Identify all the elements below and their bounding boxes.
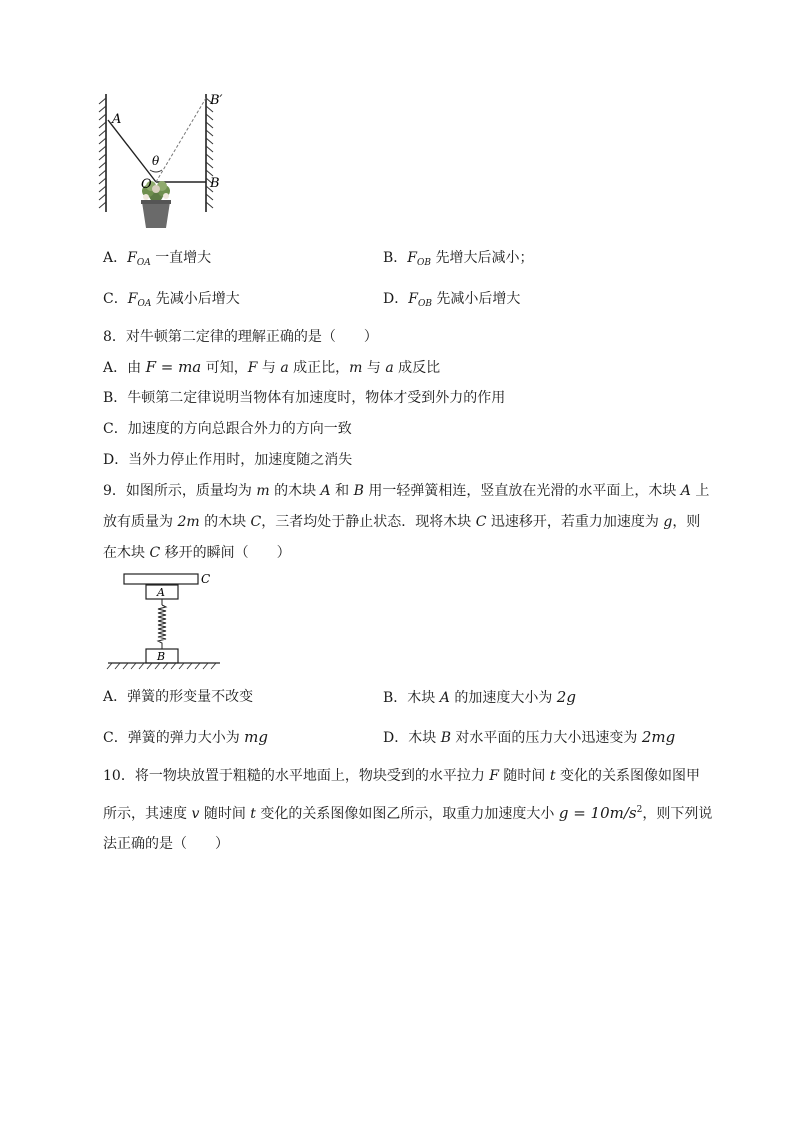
- q10-stem-line1: 10．将一物块放置于粗糙的水平地面上，物块受到的水平拉力 F 随时间 t 变化的关系图像如图甲: [103, 768, 700, 784]
- q9-option-b[interactable]: B．木块 A 的加速度大小为 2g: [383, 688, 576, 706]
- q7-option-a[interactable]: A．$F_{OA}$ 一直增大: [103, 250, 212, 268]
- q8-option-b[interactable]: B．牛顿第二定律说明当物体有加速度时，物体才受到外力的作用: [103, 390, 506, 406]
- label-O: O: [141, 177, 152, 192]
- q9-option-c[interactable]: C．弹簧的弹力大小为 mg: [103, 728, 268, 746]
- q7-option-c[interactable]: C．$F_{OA}$ 先减小后增大: [103, 291, 240, 309]
- q8-option-d[interactable]: D．当外力停止作用时，加速度随之消失: [103, 452, 353, 468]
- q9-stem-line3: 在木块 C 移开的瞬间（ ）: [103, 545, 291, 561]
- label-B: B: [210, 176, 220, 191]
- q8-option-a[interactable]: A．由 F = ma 可知，F 与 a 成正比，m 与 a 成反比: [103, 358, 441, 376]
- q8-option-c[interactable]: C．加速度的方向总跟合外力的方向一致: [103, 421, 352, 437]
- q8-stem: 8．对牛顿第二定律的理解正确的是（ ）: [103, 329, 378, 345]
- q10-stem-line3: 法正确的是（ ）: [103, 836, 229, 852]
- rope-OA: [108, 120, 156, 182]
- q9-option-a[interactable]: A．弹簧的形变量不改变: [103, 689, 254, 705]
- q10-stem-line2: 所示，其速度 v 随时间 t 变化的关系图像如图乙所示，取重力加速度大小 $g = 10m/s^2$，则下列说: [103, 804, 713, 822]
- block-C: [124, 574, 198, 584]
- rope-wall-figure: [96, 90, 236, 235]
- q7-option-d[interactable]: D．$F_{OB}$ 先减小后增大: [383, 291, 521, 309]
- q9-stem-line1: 9．如图所示，质量均为 m 的木块 A 和 B 用一轻弹簧相连，竖直放在光滑的水平面上，木块 A 上: [103, 483, 710, 499]
- label-A: A: [112, 112, 122, 127]
- label-C: C: [201, 572, 211, 586]
- q7-option-b[interactable]: B．$F_{OB}$ 先增大后减小；: [383, 250, 534, 268]
- spring: [158, 605, 166, 649]
- rope-OBprime-dashed: [156, 98, 206, 182]
- label-Bprime: B′: [210, 93, 223, 108]
- label-B2: B: [157, 650, 166, 663]
- label-theta: θ: [152, 154, 160, 168]
- label-A2: A: [157, 586, 165, 599]
- q9-option-d[interactable]: D．木块 B 对水平面的压力大小迅速变为 2mg: [383, 728, 676, 746]
- spring-blocks-figure: [104, 568, 229, 670]
- q9-stem-line2: 放有质量为 2m 的木块 C，三者均处于静止状态．现将木块 C 迅速移开，若重力加速度为 g，则: [103, 514, 701, 530]
